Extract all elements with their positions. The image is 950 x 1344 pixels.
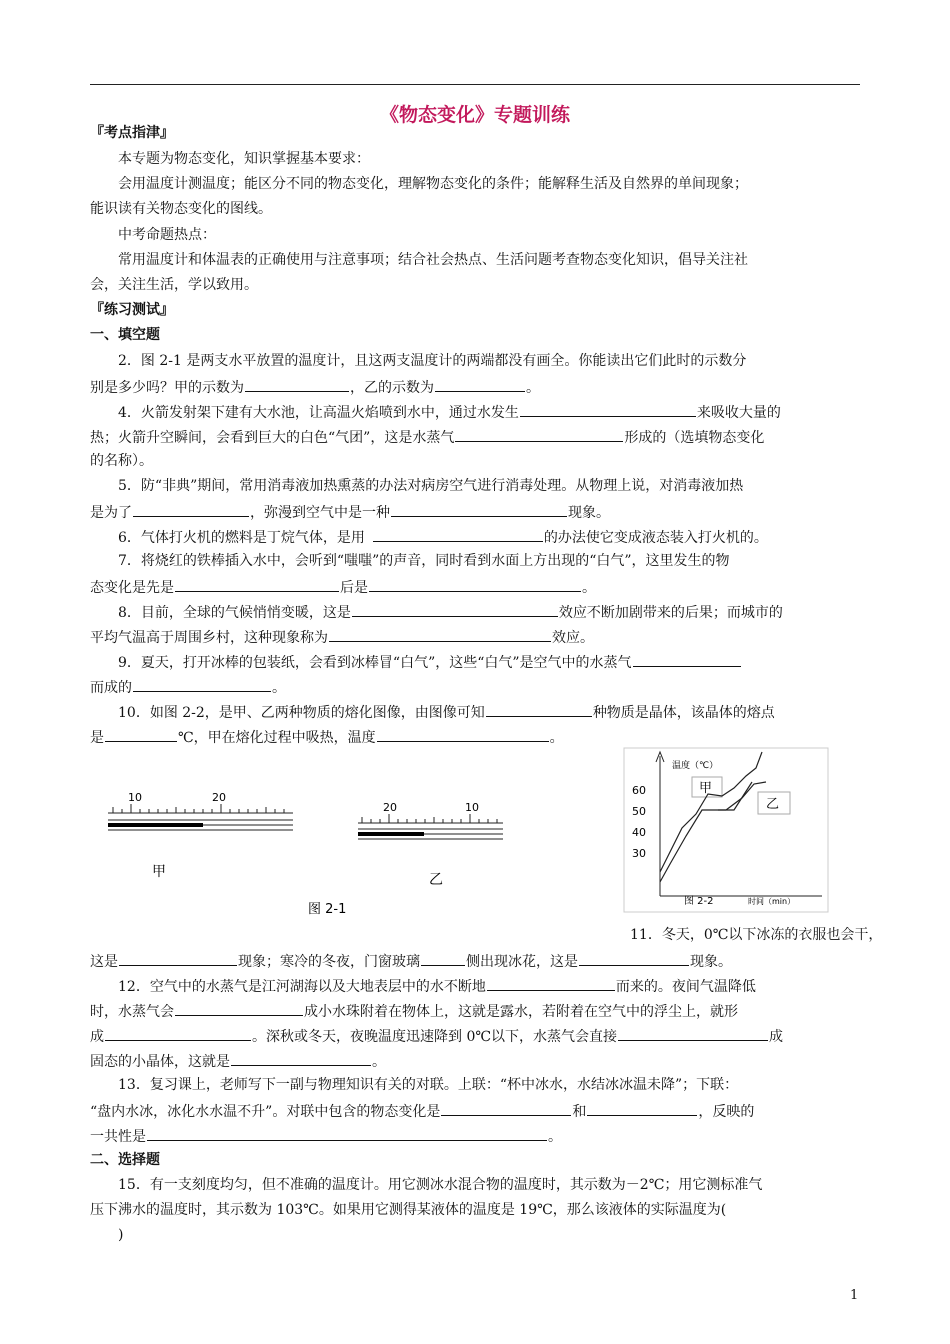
y-tick-label: 30	[632, 847, 646, 860]
q6-text: 6．气体打火机的燃料是丁烷气体，是用	[118, 530, 365, 546]
question-12-line-1	[118, 976, 756, 996]
guide-paragraph-2b: 能识读有关物态变化的图线。	[90, 201, 272, 217]
q11-text: 这是	[90, 954, 118, 970]
q6-text: 的办法使它变成液态装入打火机的。	[543, 530, 768, 546]
question-4-line-3: 的名称）。	[90, 453, 153, 469]
question-11-line-1: 11．冬天，0℃以下冰冻的衣服也会干，	[630, 927, 883, 943]
question-8-line-2	[90, 627, 594, 647]
curve-yi-label: 乙	[766, 797, 780, 812]
q12-text: 。	[372, 1054, 386, 1070]
answer-blank[interactable]	[352, 602, 558, 617]
top-rule	[90, 84, 860, 85]
answer-blank[interactable]	[133, 677, 271, 692]
figure-2-1-caption: 图 2-1	[308, 902, 347, 917]
mercury-column	[108, 823, 203, 827]
q12-text: 。深秋或冬天，夜晚温度迅速降到 0℃以下，水蒸气会直接	[252, 1029, 618, 1045]
answer-blank[interactable]	[587, 1101, 697, 1116]
q4-text: 4．火箭发射架下建有大水池，让高温火焰喷到水中，通过水发生	[118, 405, 519, 421]
answer-blank[interactable]	[579, 951, 689, 966]
q11-text: 现象。	[690, 954, 732, 970]
q2-text: 别是多少吗？甲的示数为	[90, 380, 244, 396]
q7-text: 态变化是先是	[90, 580, 174, 596]
q7-text: 。	[582, 580, 596, 596]
question-7-line-2	[90, 577, 596, 597]
answer-blank[interactable]	[391, 502, 567, 517]
question-13-line-3	[90, 1126, 562, 1146]
curve-jia-label: 甲	[699, 781, 713, 796]
y-tick-label: 40	[632, 826, 646, 839]
answer-blank[interactable]	[520, 402, 696, 417]
question-6-line-1	[118, 527, 768, 547]
answer-blank[interactable]	[105, 727, 177, 742]
answer-blank[interactable]	[133, 502, 249, 517]
thermometer-ticks	[113, 804, 284, 813]
q12-text: 成小水珠附着在物体上，这就是露水，若附着在空气中的浮尘上，就形	[304, 1004, 738, 1020]
question-13-line-2	[90, 1101, 754, 1121]
q12-text: 而来的。夜间气温降低	[615, 979, 756, 995]
x-axis-label: 时间（min）	[748, 897, 796, 906]
figure-2-2	[622, 746, 830, 914]
tick-label: 20	[212, 791, 226, 804]
answer-blank[interactable]	[455, 427, 623, 442]
answer-blank[interactable]	[369, 577, 581, 592]
q8-text: 效应不断加剧带来的后果；而城市的	[558, 605, 783, 621]
q4-text: 形成的（选填物态变化	[624, 430, 765, 446]
q11-text: 现象；寒冷的冬夜，门窗玻璃	[238, 954, 420, 970]
q5-text: ，弥漫到空气中是一种	[250, 505, 390, 521]
q2-text: 。	[526, 380, 540, 396]
thermometer-ticks	[362, 814, 497, 823]
q8-text: 效应。	[552, 630, 594, 646]
y-tick-label: 50	[632, 805, 646, 818]
tick-label: 20	[383, 801, 397, 814]
answer-blank[interactable]	[435, 377, 525, 392]
q12-text: 12．空气中的水蒸气是江河湖海以及大地表层中的水不断地	[118, 979, 486, 995]
q10-text: 种物质是晶体，该晶体的熔点	[592, 705, 775, 721]
figure-frame	[624, 748, 828, 912]
answer-blank[interactable]	[487, 976, 615, 991]
answer-blank[interactable]	[147, 1126, 547, 1141]
q8-text: 平均气温高于周围乡村，这种现象称为	[90, 630, 328, 646]
q11-text: 侧出现冰花，这是	[466, 954, 578, 970]
part-fill-blank-heading: 一、填空题	[90, 327, 160, 343]
question-15-line-1: 15．有一支刻度均匀，但不准确的温度计。用它测冰水混合物的温度时，其示数为－2℃；用它测标准气	[118, 1177, 763, 1193]
answer-blank[interactable]	[329, 627, 551, 642]
question-4-line-2	[90, 427, 764, 447]
guide-paragraph-3: 中考命题热点：	[118, 227, 216, 243]
q10-text: 是	[90, 730, 104, 746]
page-title: 《物态变化》专题训练	[379, 104, 570, 126]
answer-blank[interactable]	[175, 1001, 303, 1016]
question-15-line-2: 压下沸水的温度时，其示数为 103℃。如果用它测得某液体的温度是 19℃，那么该液体的实际温度为(	[90, 1202, 727, 1218]
question-11-line-2	[90, 951, 732, 971]
thermometer-jia-label: 甲	[152, 864, 166, 880]
q2-text: ，乙的示数为	[350, 380, 434, 396]
q13-text: 和	[572, 1104, 587, 1120]
q9-text: 9．夏天，打开冰棒的包装纸，会看到冰棒冒“白气”，这些“白气”是空气中的水蒸气	[118, 655, 632, 671]
question-7-line-1: 7．将烧红的铁棒插入水中，会听到“嗤嗤”的声音，同时看到水面上方出现的“白气”，这里发生的物	[118, 553, 730, 569]
part-choice-heading: 二、选择题	[90, 1152, 160, 1168]
q13-text: 。	[548, 1129, 562, 1145]
answer-blank[interactable]	[245, 377, 349, 392]
question-10-line-2	[90, 727, 564, 747]
answer-blank[interactable]	[105, 1026, 251, 1041]
guide-paragraph-1: 本专题为物态变化，知识掌握基本要求：	[118, 151, 370, 167]
page-number: 1	[850, 1288, 859, 1303]
answer-blank[interactable]	[486, 702, 592, 717]
question-8-line-1	[118, 602, 783, 622]
question-12-line-3	[90, 1026, 783, 1046]
guide-paragraph-2a: 会用温度计测温度；能区分不同的物态变化，理解物态变化的条件；能解释生活及自然界的单间现象；	[118, 176, 748, 192]
answer-blank[interactable]	[231, 1051, 371, 1066]
question-4-line-1	[118, 402, 781, 422]
question-10-line-1	[118, 702, 775, 722]
thermometer-yi	[358, 801, 503, 888]
question-9-line-2	[90, 677, 286, 697]
section-practice-heading: 『练习测试』	[90, 302, 174, 318]
answer-blank[interactable]	[175, 577, 339, 592]
q9-text: 。	[272, 680, 286, 696]
guide-paragraph-4a: 常用温度计和体温表的正确使用与注意事项；结合社会热点、生活问题考查物态变化知识，倡导关注社	[118, 252, 748, 268]
tick-label: 10	[465, 801, 479, 814]
answer-blank[interactable]	[618, 1026, 768, 1041]
guide-paragraph-4b: 会，关注生活，学以致用。	[90, 277, 258, 293]
section-guide-heading: 『考点指津』	[90, 125, 174, 141]
q7-text: 后是	[340, 580, 368, 596]
question-2-line-2	[90, 377, 540, 397]
answer-blank[interactable]	[441, 1101, 571, 1116]
y-tick-label: 60	[632, 784, 646, 797]
q12-text: 时，水蒸气会	[90, 1004, 174, 1020]
q9-text: 而成的	[90, 680, 132, 696]
question-9-line-1	[118, 652, 742, 672]
thermometer-yi-label: 乙	[429, 872, 443, 888]
q10-text: 。	[549, 730, 564, 746]
q12-text: 成	[769, 1029, 784, 1045]
y-axis-label: 温度（℃）	[672, 761, 719, 771]
q13-text: ，反映的	[698, 1104, 755, 1120]
answer-blank[interactable]	[377, 727, 549, 742]
answer-blank[interactable]	[633, 652, 741, 667]
mercury-column	[358, 832, 424, 836]
question-12-line-2	[90, 1001, 738, 1021]
q12-text: 固态的小晶体，这就是	[90, 1054, 230, 1070]
q5-text: 是为了	[90, 505, 132, 521]
figure-2-2-caption: 图 2-2	[684, 896, 714, 907]
answer-blank[interactable]	[421, 951, 465, 966]
question-5-line-2	[90, 502, 610, 522]
question-15-answer-bracket: )	[118, 1227, 124, 1243]
q10-text: ℃，甲在熔化过程中吸热，温度	[178, 730, 376, 746]
thermometer-jia	[108, 791, 293, 880]
question-2-line-1: 2．图 2-1 是两支水平放置的温度计，且这两支温度计的两端都没有画全。你能读出它们此时的示数分	[118, 353, 747, 369]
answer-blank[interactable]	[119, 951, 237, 966]
q4-text: 热；火箭升空瞬间，会看到巨大的白色“气团”，这是水蒸气	[90, 430, 455, 446]
q12-text: 成	[90, 1029, 104, 1045]
q13-text: “盘内水冰，冰化水水温不升”。对联中包含的物态变化是	[90, 1104, 441, 1120]
question-13-line-1: 13．复习课上，老师写下一副与物理知识有关的对联。上联：“杯中冰水，水结冰冰温未降”；下联：	[118, 1077, 739, 1093]
question-5-line-1: 5．防“非典”期间，常用消毒液加热熏蒸的办法对病房空气进行消毒处理。从物理上说，对消毒液加热	[118, 478, 744, 494]
question-12-line-4	[90, 1051, 386, 1071]
q10-text: 10．如图 2-2，是甲、乙两种物质的熔化图像，由图像可知	[118, 705, 485, 721]
q5-text: 现象。	[568, 505, 610, 521]
q13-text: 一共性是	[90, 1129, 146, 1145]
q4-text: 来吸收大量的	[696, 405, 781, 421]
q8-text: 8．目前，全球的气候悄悄变暖，这是	[118, 605, 351, 621]
answer-blank[interactable]	[373, 527, 543, 542]
figure-2-1	[98, 790, 479, 920]
tick-label: 10	[128, 791, 142, 804]
